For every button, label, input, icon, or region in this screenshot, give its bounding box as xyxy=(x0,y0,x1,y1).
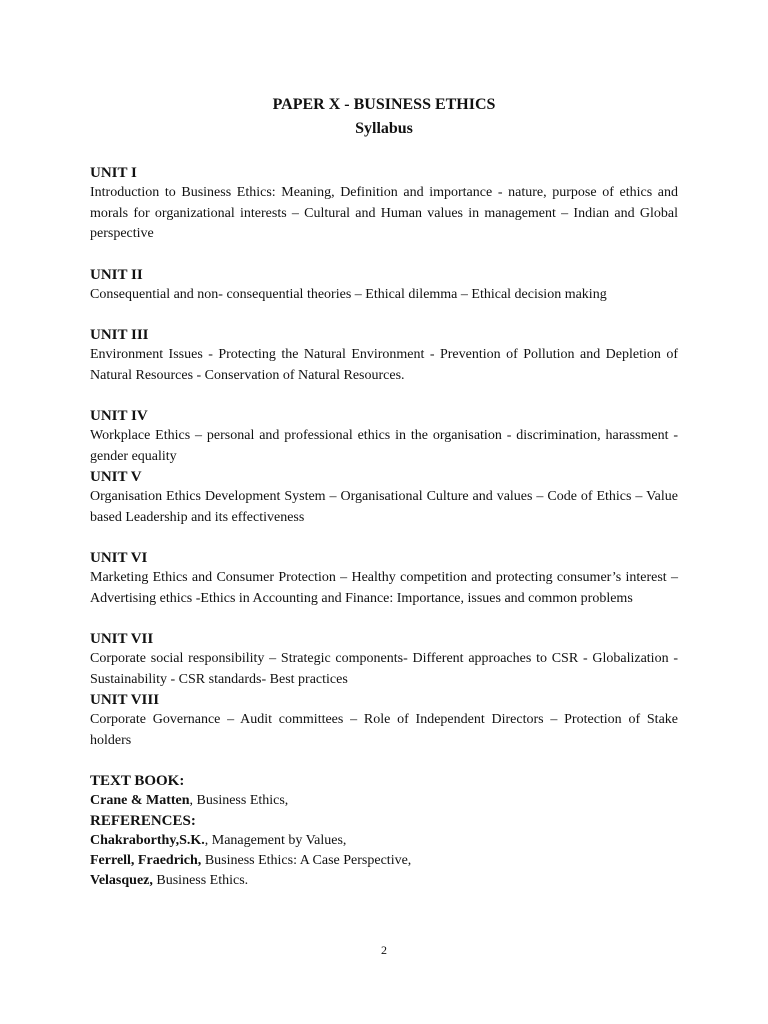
reference-entry xyxy=(90,851,678,871)
textbook-author: Crane & Matten xyxy=(90,793,190,808)
page-number: 2 xyxy=(381,943,387,957)
unit-title: UNIT II xyxy=(90,266,143,283)
reference-author: Velasquez, xyxy=(90,873,153,888)
unit-description: Corporate Governance – Audit committees – Role of Independent Directors – Protection of Stake holders xyxy=(90,712,678,748)
unit-section xyxy=(90,325,678,386)
syllabus-page xyxy=(90,93,678,891)
unit-title: UNIT I xyxy=(90,165,137,181)
unit-title: UNIT VIII xyxy=(90,692,160,708)
unit-title: UNIT IV xyxy=(90,408,148,424)
references-heading: REFERENCES: xyxy=(90,813,196,829)
unit-section xyxy=(90,265,678,306)
textbook-entry xyxy=(90,791,678,811)
unit-description: Marketing Ethics and Consumer Protection – Healthy competition and protecting consumer’s interest – Advertising ethics -Ethics in Accounting and Finance: Importance, issues and common problems xyxy=(90,570,678,606)
unit-description: Corporate social responsibility – Strategic components- Different approaches to CSR - Globalization - Sustainability - CSR standards- Best practices xyxy=(90,651,678,687)
paper-title: PAPER X - BUSINESS ETHICS xyxy=(272,96,496,113)
unit-title: UNIT VII xyxy=(90,631,154,647)
reference-author: Chakraborthy,S.K. xyxy=(90,833,205,848)
unit-description: Workplace Ethics – personal and professional ethics in the organisation - discrimination, harassment - gender equality xyxy=(90,428,678,464)
unit-title: UNIT VI xyxy=(90,550,148,566)
reference-title: Business Ethics. xyxy=(152,873,249,888)
unit-section xyxy=(90,690,678,751)
unit-section xyxy=(90,548,678,609)
textbook-heading: TEXT BOOK: xyxy=(90,773,185,789)
reference-entry xyxy=(90,871,678,891)
unit-title: UNIT V xyxy=(90,469,142,485)
unit-description: Consequential and non- consequential theories – Ethical dilemma – Ethical decision making xyxy=(90,286,607,302)
unit-section xyxy=(90,406,678,467)
unit-description: Environment Issues - Protecting the Natural Environment - Prevention of Pollution and Depletion of Natural Resources - Conservation of Natural Resources. xyxy=(90,347,678,383)
reference-title: Business Ethics: A Case Perspective, xyxy=(201,853,412,868)
document-header xyxy=(90,93,678,141)
unit-section xyxy=(90,163,678,245)
unit-description: Introduction to Business Ethics: Meaning, Definition and importance - nature, purpose of ethics and morals for organizational interests – Cultural and Human values in management – Indian and Global perspective xyxy=(90,185,678,241)
references-section xyxy=(90,771,678,891)
reference-author: Ferrell, Fraedrich, xyxy=(90,853,202,868)
unit-description: Organisation Ethics Development System – Organisational Culture and values – Code of Ethics – Value based Leadership and its effectiveness xyxy=(90,489,678,525)
unit-section xyxy=(90,629,678,690)
syllabus-subtitle: Syllabus xyxy=(355,120,413,137)
reference-entry xyxy=(90,831,678,851)
reference-title: , Management by Values, xyxy=(204,833,347,848)
unit-section xyxy=(90,467,678,528)
textbook-title: , Business Ethics, xyxy=(189,793,289,808)
unit-title: UNIT III xyxy=(90,327,149,343)
